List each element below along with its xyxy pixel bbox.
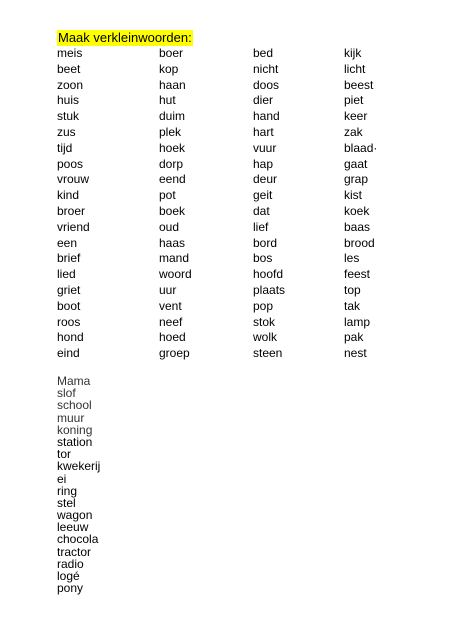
- table-row: [57, 236, 417, 252]
- table-cell: vent: [159, 298, 182, 313]
- list-item: logé: [57, 569, 80, 583]
- table-cell: duim: [159, 109, 186, 124]
- list-item: koning: [57, 422, 93, 437]
- table-cell: hoed: [159, 330, 186, 345]
- table-cell: wolk: [253, 330, 278, 345]
- table-cell: hond: [57, 330, 84, 345]
- table-cell: lied: [57, 267, 76, 282]
- list-item: ring: [57, 483, 78, 498]
- table-cell: zus: [57, 124, 76, 139]
- table-cell: broer: [57, 203, 86, 218]
- table-row: [57, 46, 417, 62]
- table-cell: lief: [253, 219, 269, 234]
- table-cell: hand: [253, 109, 280, 124]
- list-item: tor: [57, 447, 72, 462]
- list-item: stel: [57, 495, 76, 510]
- table-cell: baas: [344, 219, 371, 234]
- table-cell: pak: [344, 330, 364, 345]
- table-cell: zoon: [57, 77, 84, 92]
- table-cell: gaat: [344, 156, 368, 171]
- table-cell: hoek: [159, 140, 186, 155]
- table-cell: vrouw: [57, 172, 90, 187]
- table-row: [57, 251, 417, 267]
- table-cell: brood: [344, 235, 375, 250]
- table-cell: deur: [253, 172, 278, 187]
- list-item: station: [57, 434, 93, 449]
- table-row: [57, 283, 417, 299]
- table-cell: boer: [159, 46, 184, 60]
- table-row: [57, 125, 417, 141]
- table-cell: oud: [159, 219, 180, 234]
- list-item: chocola: [57, 532, 99, 547]
- table-cell: neef: [159, 314, 183, 329]
- table-cell: keer: [344, 109, 368, 124]
- table-cell: haan: [159, 77, 186, 92]
- table-cell: boot: [57, 298, 81, 313]
- table-cell: meis: [57, 46, 83, 60]
- table-row: [57, 204, 417, 220]
- table-cell: piet: [344, 93, 364, 108]
- table-cell: hap: [253, 156, 274, 171]
- table-cell: mand: [159, 251, 190, 266]
- table-cell: dier: [253, 93, 274, 108]
- list-item: radio: [57, 556, 84, 571]
- table-cell: hut: [159, 93, 176, 108]
- table-row: [57, 346, 417, 362]
- table-row: [57, 267, 417, 283]
- word-list: [57, 375, 100, 594]
- table-cell: hart: [253, 124, 274, 139]
- table-cell: groep: [159, 346, 190, 361]
- table-cell: vuur: [253, 140, 277, 155]
- table-cell: licht: [344, 61, 366, 76]
- table-row: [57, 62, 417, 78]
- table-row: [57, 93, 417, 109]
- table-cell: tijd: [57, 140, 73, 155]
- table-cell: bos: [253, 251, 273, 266]
- table-cell: kop: [159, 61, 179, 76]
- table-cell: plek: [159, 124, 182, 139]
- list-item: Mama: [57, 374, 91, 388]
- table-cell: beest: [344, 77, 374, 92]
- table-cell: nicht: [253, 61, 279, 76]
- table-cell: les: [344, 251, 360, 266]
- table-cell: eend: [159, 172, 186, 187]
- table-row: [57, 315, 417, 331]
- word-table: [57, 46, 417, 362]
- table-cell: geit: [253, 188, 273, 203]
- table-cell: hoofd: [253, 267, 284, 282]
- list-item: school: [57, 398, 92, 413]
- table-row: [57, 330, 417, 346]
- list-item: pony: [57, 581, 84, 596]
- table-cell: bed: [253, 46, 274, 60]
- table-cell: beet: [57, 61, 81, 76]
- table-cell: huis: [57, 93, 80, 108]
- table-cell: doos: [253, 77, 280, 92]
- table-cell: nest: [344, 346, 367, 361]
- table-cell: vriend: [57, 219, 90, 234]
- table-row: [57, 78, 417, 94]
- table-cell: griet: [57, 282, 81, 297]
- table-cell: poos: [57, 156, 84, 171]
- table-cell: uur: [159, 282, 177, 297]
- table-cell: eind: [57, 346, 80, 361]
- list-item: kwekerij: [57, 459, 101, 474]
- table-cell: koek: [344, 203, 370, 218]
- list-item: muur: [57, 410, 85, 425]
- table-cell: tak: [344, 298, 361, 313]
- table-cell: roos: [57, 314, 81, 329]
- table-cell: brief: [57, 251, 81, 266]
- list-item: leeuw: [57, 520, 89, 535]
- table-cell: kind: [57, 188, 80, 203]
- table-cell: zak: [344, 124, 363, 139]
- table-row: [57, 172, 417, 188]
- table-cell: een: [57, 235, 78, 250]
- table-cell: dat: [253, 203, 270, 218]
- table-cell: kijk: [344, 46, 362, 60]
- table-cell: lamp: [344, 314, 371, 329]
- table-cell: dorp: [159, 156, 184, 171]
- list-item: ei: [57, 471, 67, 486]
- table-cell: grap: [344, 172, 369, 187]
- table-cell: haas: [159, 235, 186, 250]
- table-cell: bord: [253, 235, 278, 250]
- table-row: [57, 157, 417, 173]
- table-cell: steen: [253, 346, 283, 361]
- table-row: [57, 109, 417, 125]
- page-title: Maak verkleinwoorden:: [58, 30, 192, 45]
- list-item: tractor: [57, 544, 92, 559]
- table-row: [57, 141, 417, 157]
- table-cell: pop: [253, 298, 274, 313]
- table-cell: stok: [253, 314, 276, 329]
- table-cell: stuk: [57, 109, 80, 124]
- table-cell: pot: [159, 188, 176, 203]
- table-cell: woord: [159, 267, 192, 282]
- table-row: [57, 188, 417, 204]
- table-cell: plaats: [253, 282, 286, 297]
- table-cell: feest: [344, 267, 371, 282]
- table-cell: top: [344, 282, 361, 297]
- table-row: [57, 220, 417, 236]
- table-cell: boek: [159, 203, 186, 218]
- table-cell: kist: [344, 188, 362, 203]
- table-row: [57, 299, 417, 315]
- list-item: wagon: [57, 508, 93, 523]
- list-item: slof: [57, 386, 76, 401]
- table-cell: blaad·: [344, 140, 378, 155]
